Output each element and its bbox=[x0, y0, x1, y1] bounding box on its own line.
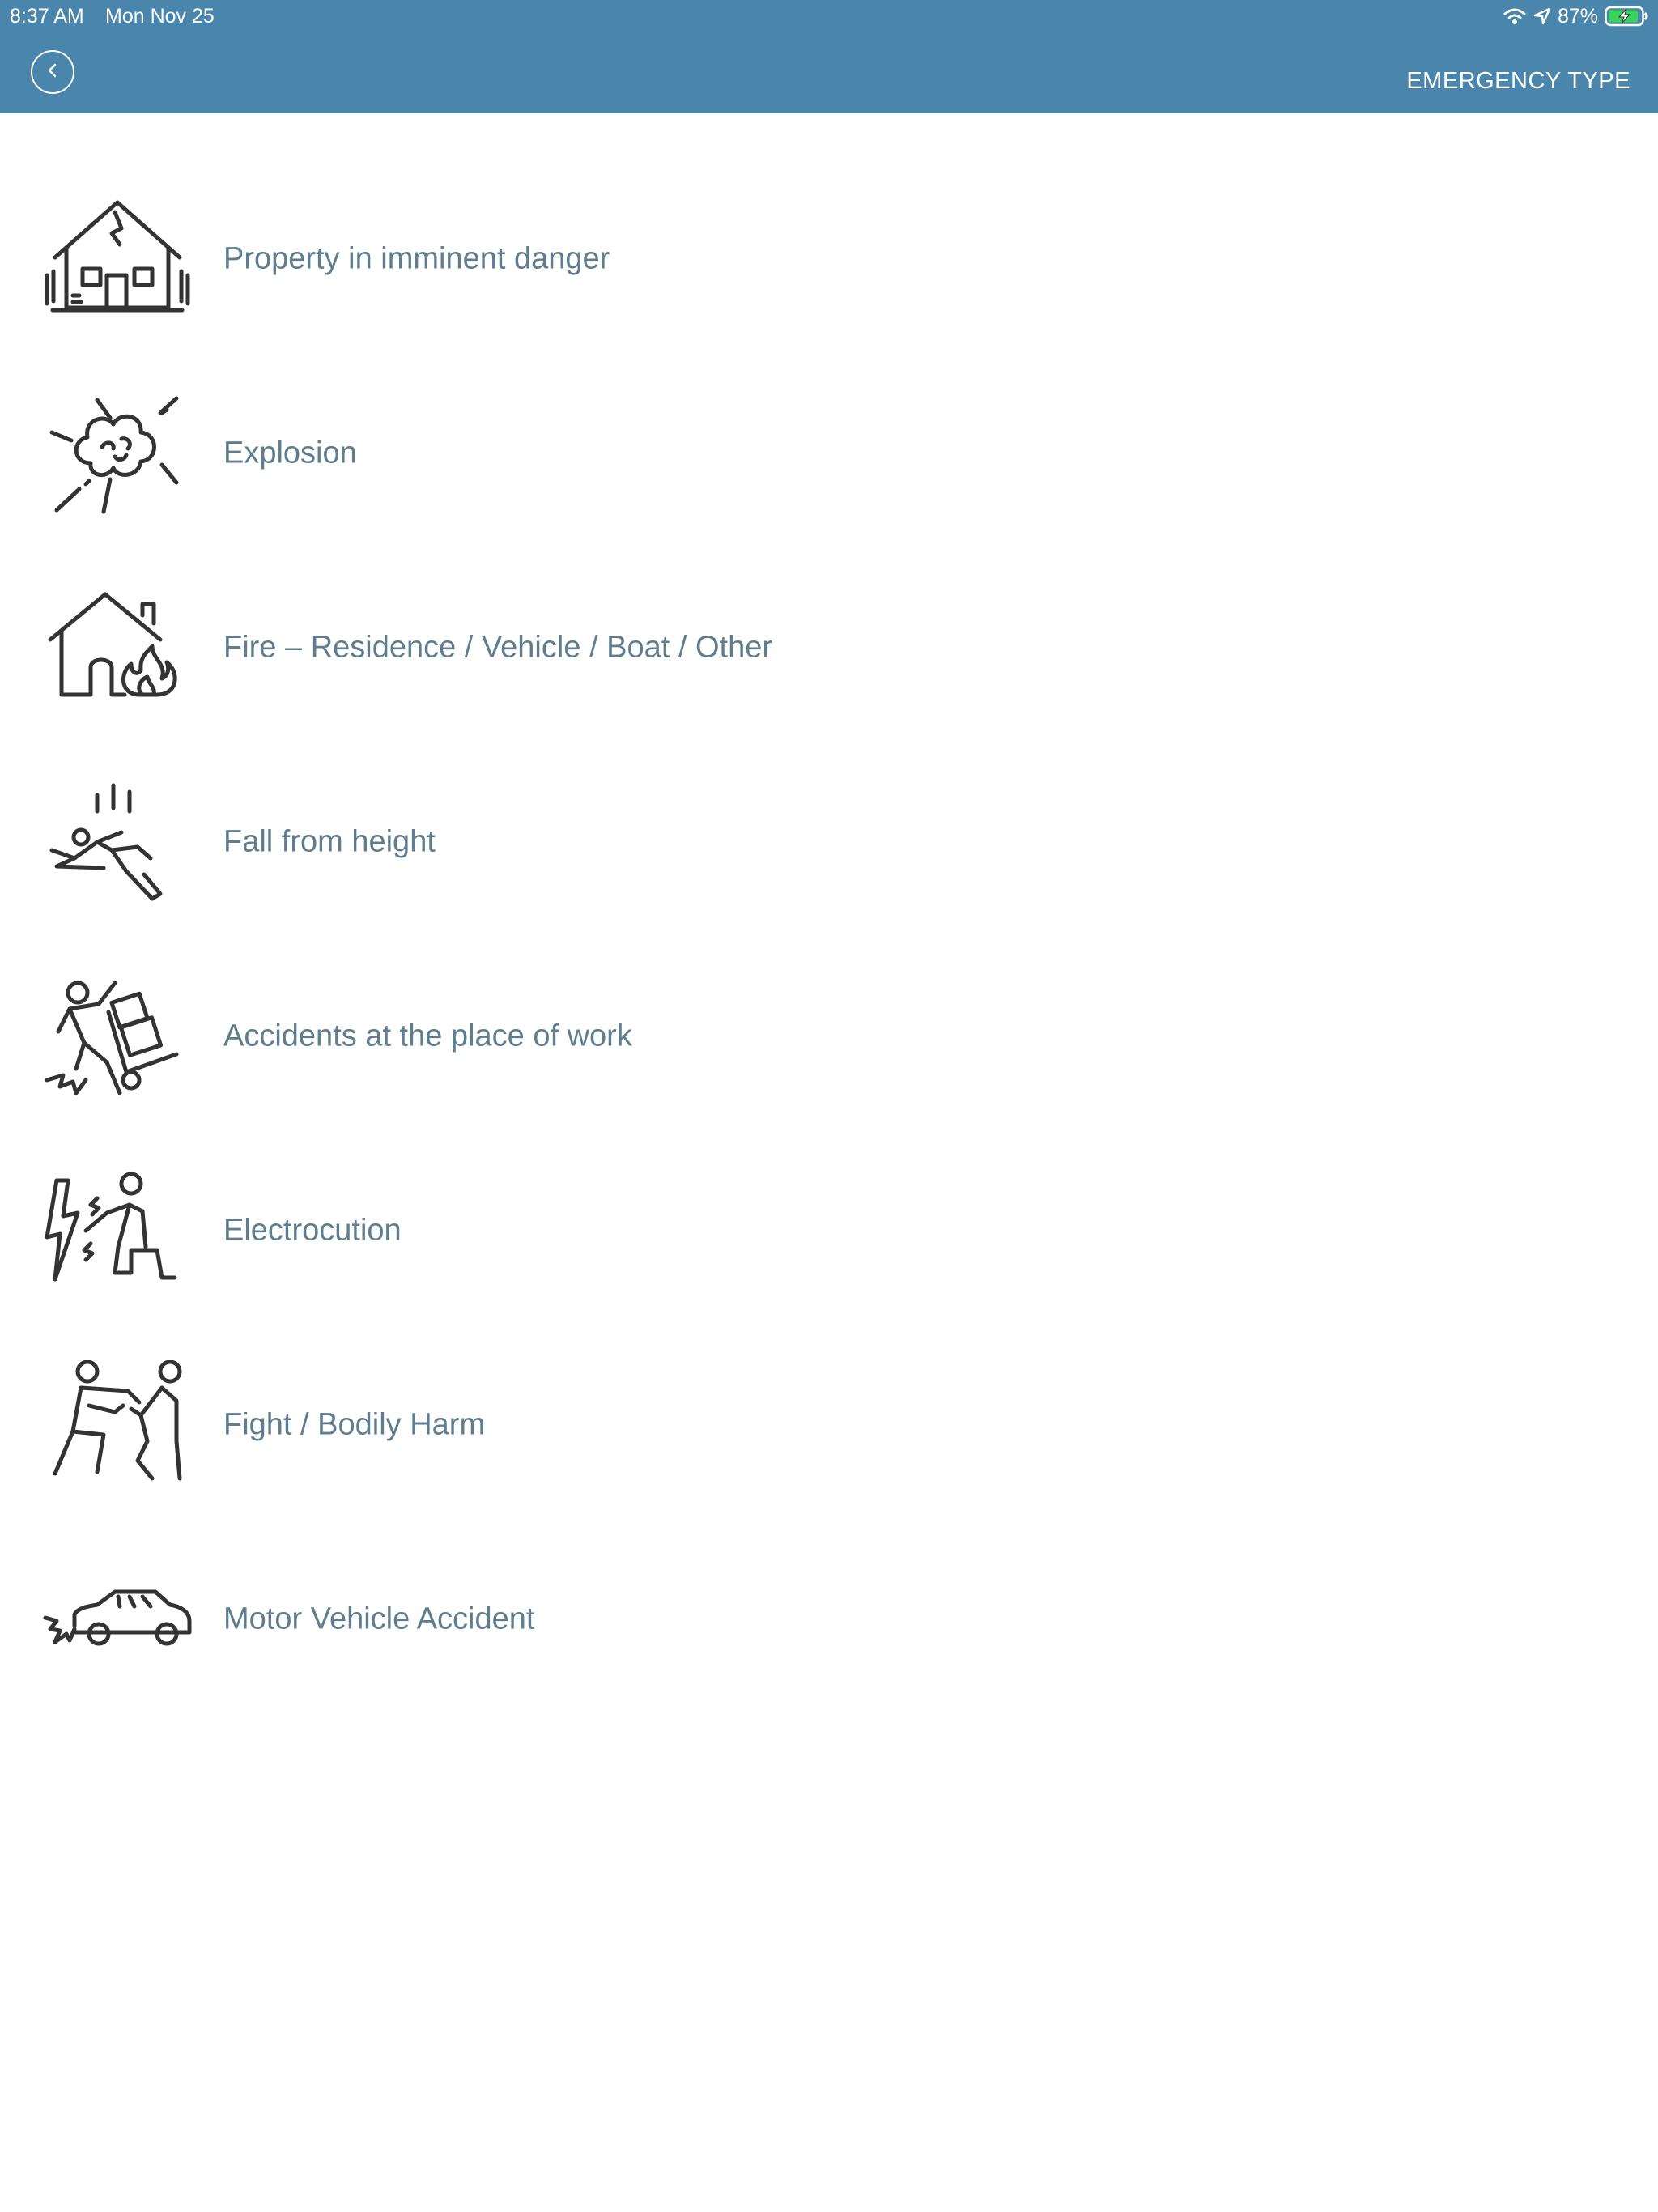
house-fire-icon bbox=[40, 583, 194, 713]
workplace-accident-icon bbox=[40, 972, 194, 1101]
list-item-fight[interactable] bbox=[0, 1328, 1658, 1522]
page-title: EMERGENCY TYPE bbox=[1406, 68, 1630, 94]
falling-person-icon bbox=[40, 777, 194, 907]
location-icon bbox=[1533, 7, 1551, 25]
battery-percent: 87% bbox=[1557, 4, 1598, 28]
list-item-vehicle-accident[interactable] bbox=[0, 1522, 1658, 1716]
status-date: Mon Nov 25 bbox=[105, 5, 215, 28]
wifi-icon bbox=[1503, 6, 1527, 26]
car-crash-icon bbox=[40, 1555, 194, 1684]
electrocution-icon bbox=[40, 1166, 194, 1295]
battery-charging-icon bbox=[1605, 6, 1650, 27]
status-indicators bbox=[1503, 2, 1650, 31]
status-time: 8:37 AM bbox=[10, 5, 84, 28]
list-item-property-danger[interactable] bbox=[0, 162, 1658, 356]
list-item-label: Explosion bbox=[223, 436, 357, 470]
back-button[interactable] bbox=[31, 50, 74, 94]
list-item-electrocution[interactable] bbox=[0, 1134, 1658, 1328]
list-item-label: Fight / Bodily Harm bbox=[223, 1407, 486, 1442]
fight-icon bbox=[40, 1360, 194, 1490]
navigation-bar bbox=[0, 0, 1658, 113]
list-item-label: Fall from height bbox=[223, 824, 436, 859]
list-item-explosion[interactable] bbox=[0, 356, 1658, 551]
list-item-label: Property in imminent danger bbox=[223, 241, 610, 276]
damaged-house-icon bbox=[40, 194, 194, 324]
list-item-workplace[interactable] bbox=[0, 939, 1658, 1134]
list-item-label: Motor Vehicle Accident bbox=[223, 1602, 535, 1636]
list-item-fall[interactable] bbox=[0, 745, 1658, 939]
list-item-label: Fire – Residence / Vehicle / Boat / Other bbox=[223, 630, 773, 665]
list-item-label: Accidents at the place of work bbox=[223, 1019, 632, 1053]
list-item-label: Electrocution bbox=[223, 1213, 402, 1248]
list-item-fire[interactable] bbox=[0, 551, 1658, 745]
explosion-icon bbox=[40, 389, 194, 518]
chevron-left-icon bbox=[44, 62, 62, 83]
